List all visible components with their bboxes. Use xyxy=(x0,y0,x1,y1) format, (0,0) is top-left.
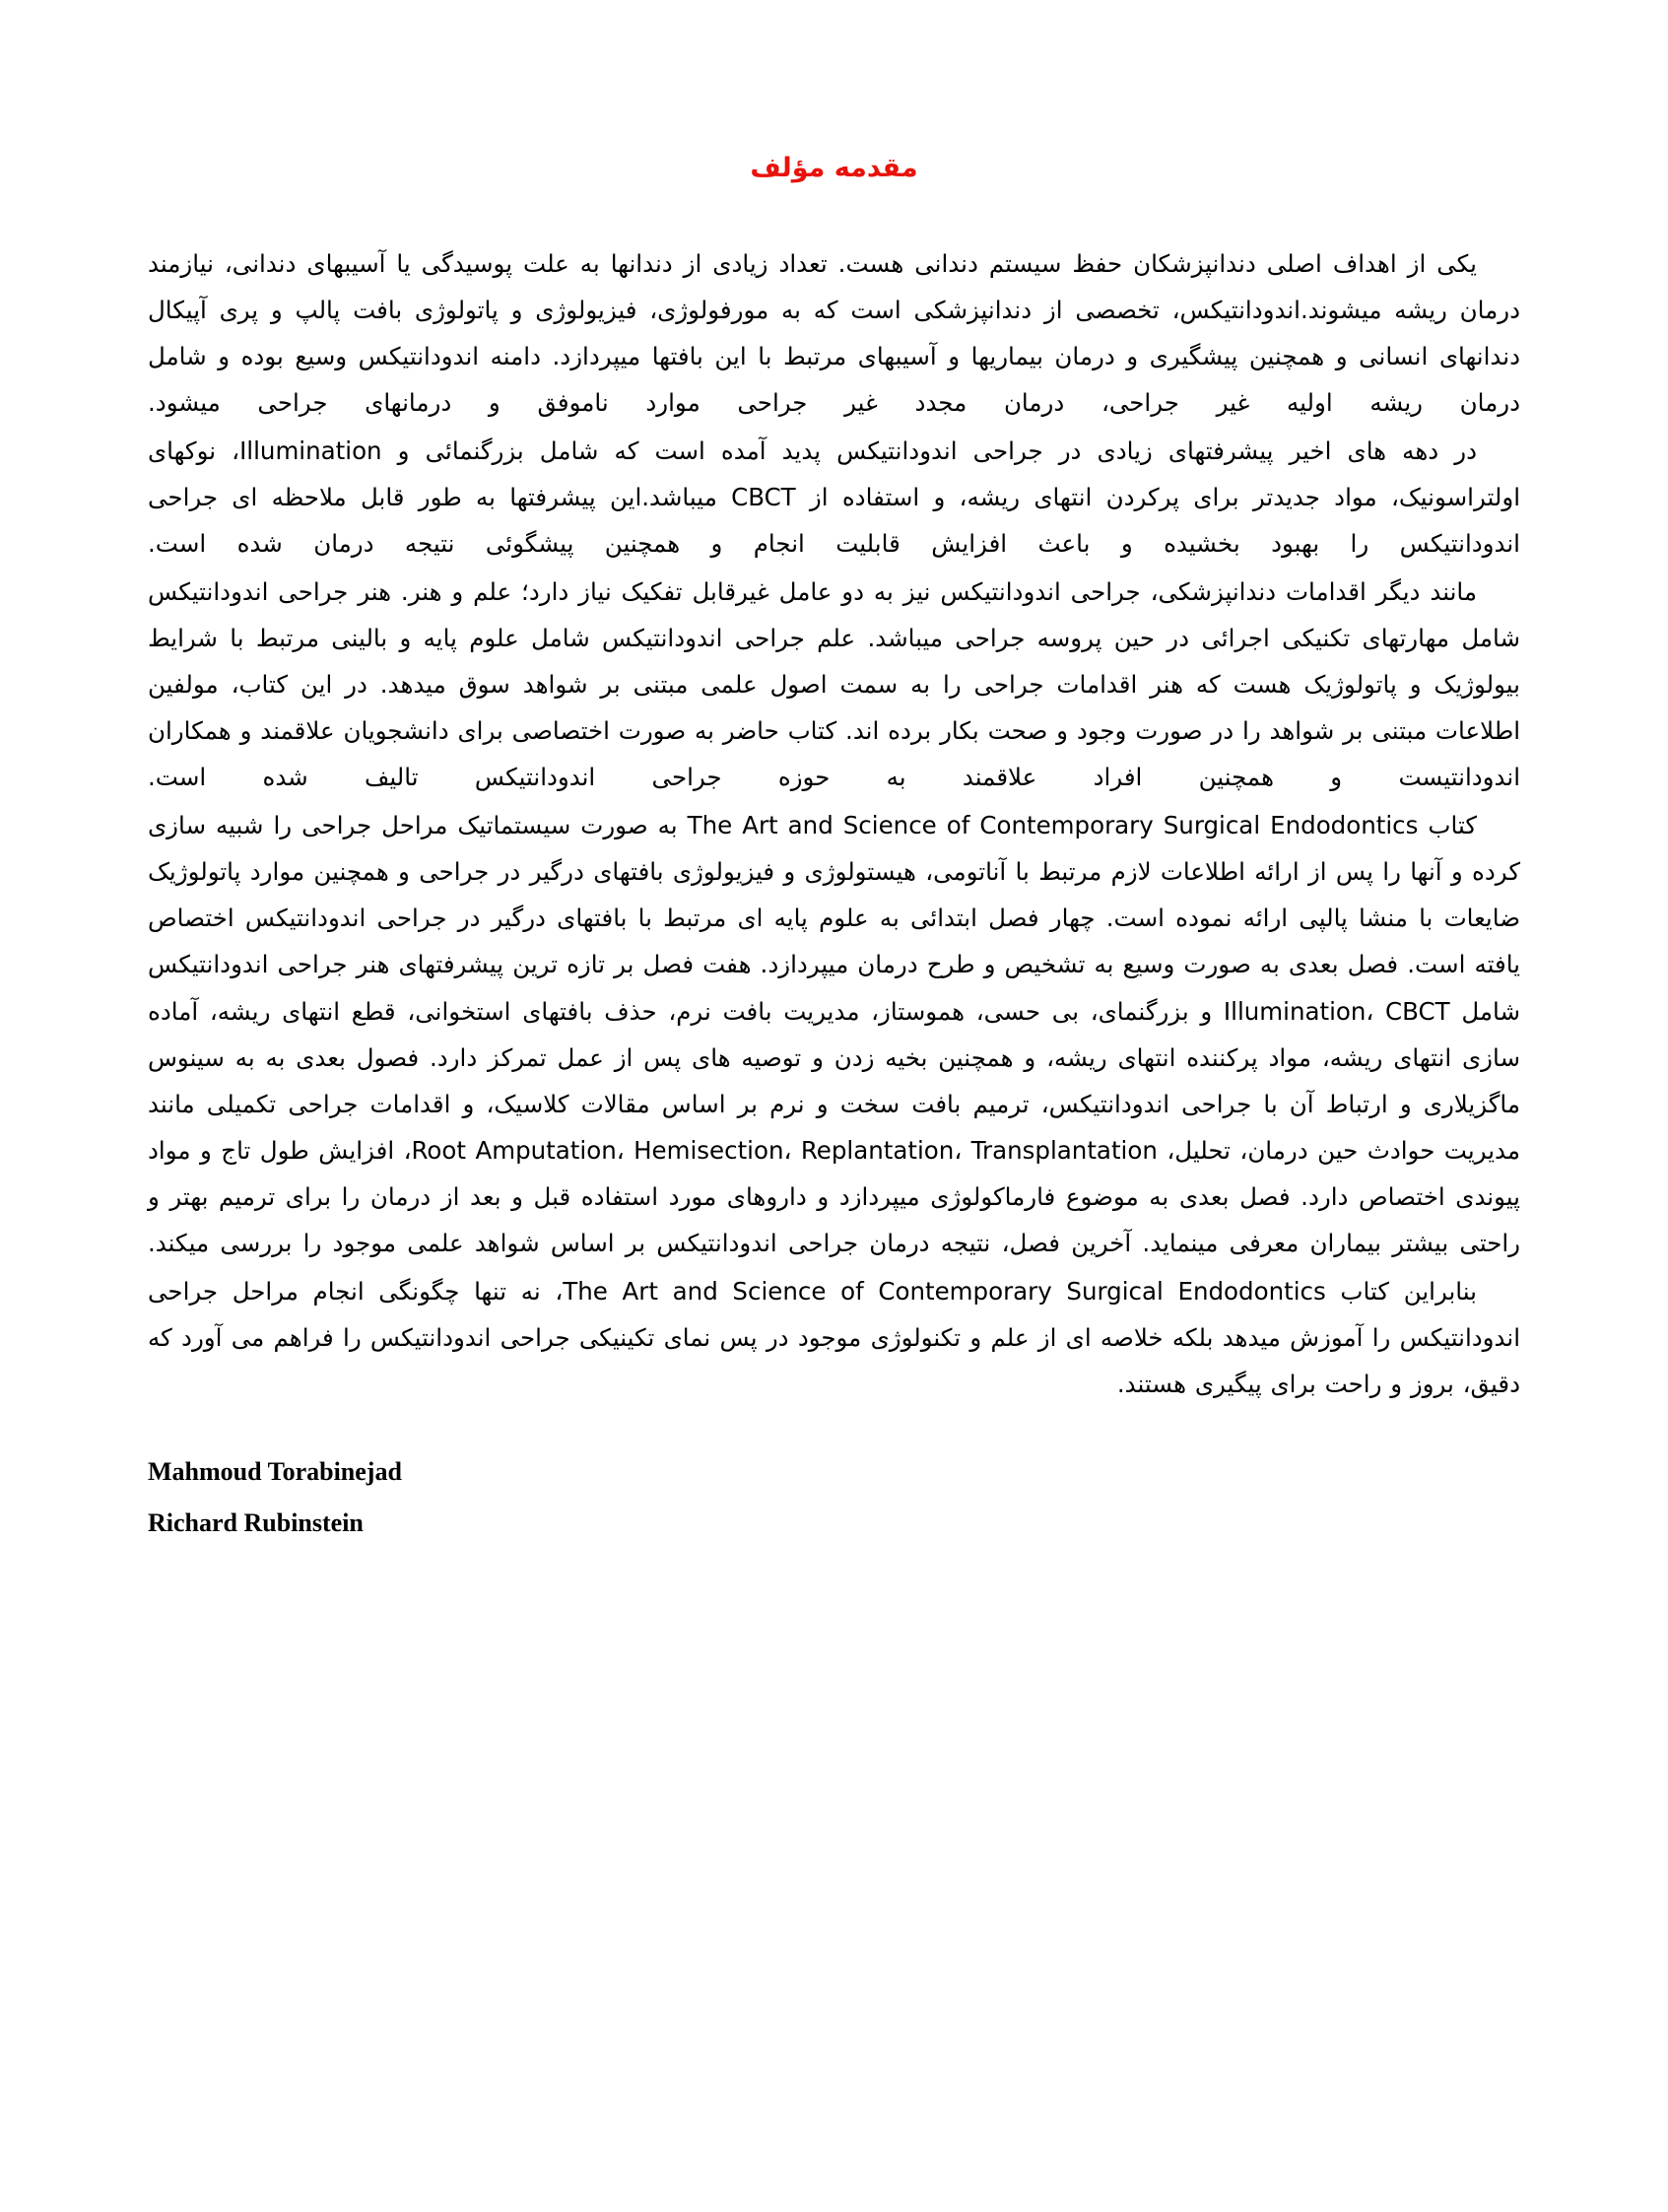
paragraph-1: یکی از اهداف اصلی دندانپزشکان حفظ سیستم دندانی هست. تعداد زیادی از دندانها به علت پوسیدگی یا آسیبهای دندانی، نیازمند درمان ریشه میشوند.اندودانتیکس، تخصصی از دندانپزشکی است که به مورفولوژی، فیزیولوژی و پاتولوژی بافت پالپ و پری آپیکال دندانهای انسانی و همچنین پیشگیری و درمان بیماریها و آسیبهای مرتبط با این بافتها میپردازد. دامنه اندودانتیکس وسیع بوده و شامل درمان ریشه اولیه غیر جراحی، درمان مجدد غیر جراحی موارد ناموفق و درمانهای جراحی میشود. xyxy=(148,249,1520,418)
paragraph-3: مانند دیگر اقدامات دندانپزشکی، جراحی اندودانتیکس نیز به دو عامل غیرقابل تفکیک نیاز دارد؛ علم و هنر. هنر جراحی اندودانتیکس شامل مهارتهای تکنیکی اجرائی در حین پروسه جراحی میباشد. علم جراحی اندودانتیکس شامل علوم پایه و بالینی مرتبط با شرایط بیولوژیک و پاتولوژیک هست که هنر اقدامات جراحی را به سمت اصول علمی مبتنی بر شواهد سوق میدهد. در این کتاب، مولفین اطلاعات مبتنی بر شواهد را در صورت وجود و صحت بکار برده اند. کتاب حاضر به صورت اختصاصی برای دانشجویان علاقمند و همکاران اندودانتیست و همچنین افراد علاقمند به حوزه جراحی اندودانتیکس تالیف شده است. xyxy=(148,577,1520,792)
paragraph-4: کتاب The Art and Science of Contemporary Surgical Endodontics به صورت سیستماتیک مراحل جراحی را شبیه سازی کرده و آنها را پس از ارائه اطلاعات لازم مرتبط با آناتومی، هیستولوژی و فیزیولوژی بافتهای درگیر در جراحی و همچنین موارد پاتولوژیک ضایعات با منشا پالپی ارائه نموده است. چهار فصل ابتدائی به علوم پایه ای مرتبط با بافتهای درگیر در جراحی اندودانتیکس اختصاص یافته است. فصل بعدی به صورت وسیع به تشخیص و طرح درمان میپردازد. هفت فصل بر تازه ترین پیشرفتهای هنر جراحی اندودانتیکس شامل Illumination، CBCT و بزرگنمای، بی حسی، هموستاز، مدیریت بافت نرم، حذف بافتهای استخوانی، قطع انتهای ریشه، آماده سازی انتهای ریشه، مواد پرکننده انتهای ریشه، و همچنین بخیه زدن و توصیه های پس از عمل تمرکز دارد. فصول بعدی به به سینوس ماگزیلاری و ارتباط آن با جراحی اندودانتیکس، ترمیم بافت سخت و نرم بر اساس مقالات کلاسیک، و اقدامات جراحی تکمیلی مانند مدیریت حوادث حین درمان، تحلیل، Root Amputation، Hemisection، Replantation، Transplantation، افزایش طول تاج و مواد پیوندی اختصاص دارد. فصل بعدی به موضوع فارماکولوژی میپردازد و داروهای مورد استفاده قبل و بعد از درمان را برای ترمیم بهتر و راحتی بیشتر بیماران معرفی مینماید. آخرین فصل، نتیجه درمان جراحی اندودانتیکس بر اساس شواهد علمی موجود را بررسی میکند. xyxy=(148,811,1520,1257)
author-signature-2: Richard Rubinstein xyxy=(148,1508,364,1537)
page-title: مقدمه مؤلف xyxy=(750,153,918,183)
author-signature-1: Mahmoud Torabinejad xyxy=(148,1456,402,1486)
signature-block xyxy=(148,1446,1520,1549)
paragraph-2: در دهه های اخیر پیشرفتهای زیادی در جراحی اندودانتیکس پدید آمده است که شامل بزرگنمائی و Illumination، نوکهای اولتراسونیک، مواد جدیدتر برای پرکردن انتهای ریشه، و استفاده از CBCT میباشد.این پیشرفتها به طور قابل ملاحظه ای جراحی اندودانتیکس را بهبود بخشیده و باعث افزایش قابلیت انجام و همچنین پیشگوئی نتیجه درمان شده است. xyxy=(148,436,1520,559)
paragraph-5: بنابراین کتاب The Art and Science of Contemporary Surgical Endodontics، نه تنها چگونگی انجام مراحل جراحی اندودانتیکس را آموزش میدهد بلکه خلاصه ای از علم و تکنولوژی موجود در پس نمای تکینیکی جراحی اندودانتیکس را فراهم می آورد که دقیق، بروز و راحت برای پیگیری هستند. xyxy=(148,1276,1520,1398)
